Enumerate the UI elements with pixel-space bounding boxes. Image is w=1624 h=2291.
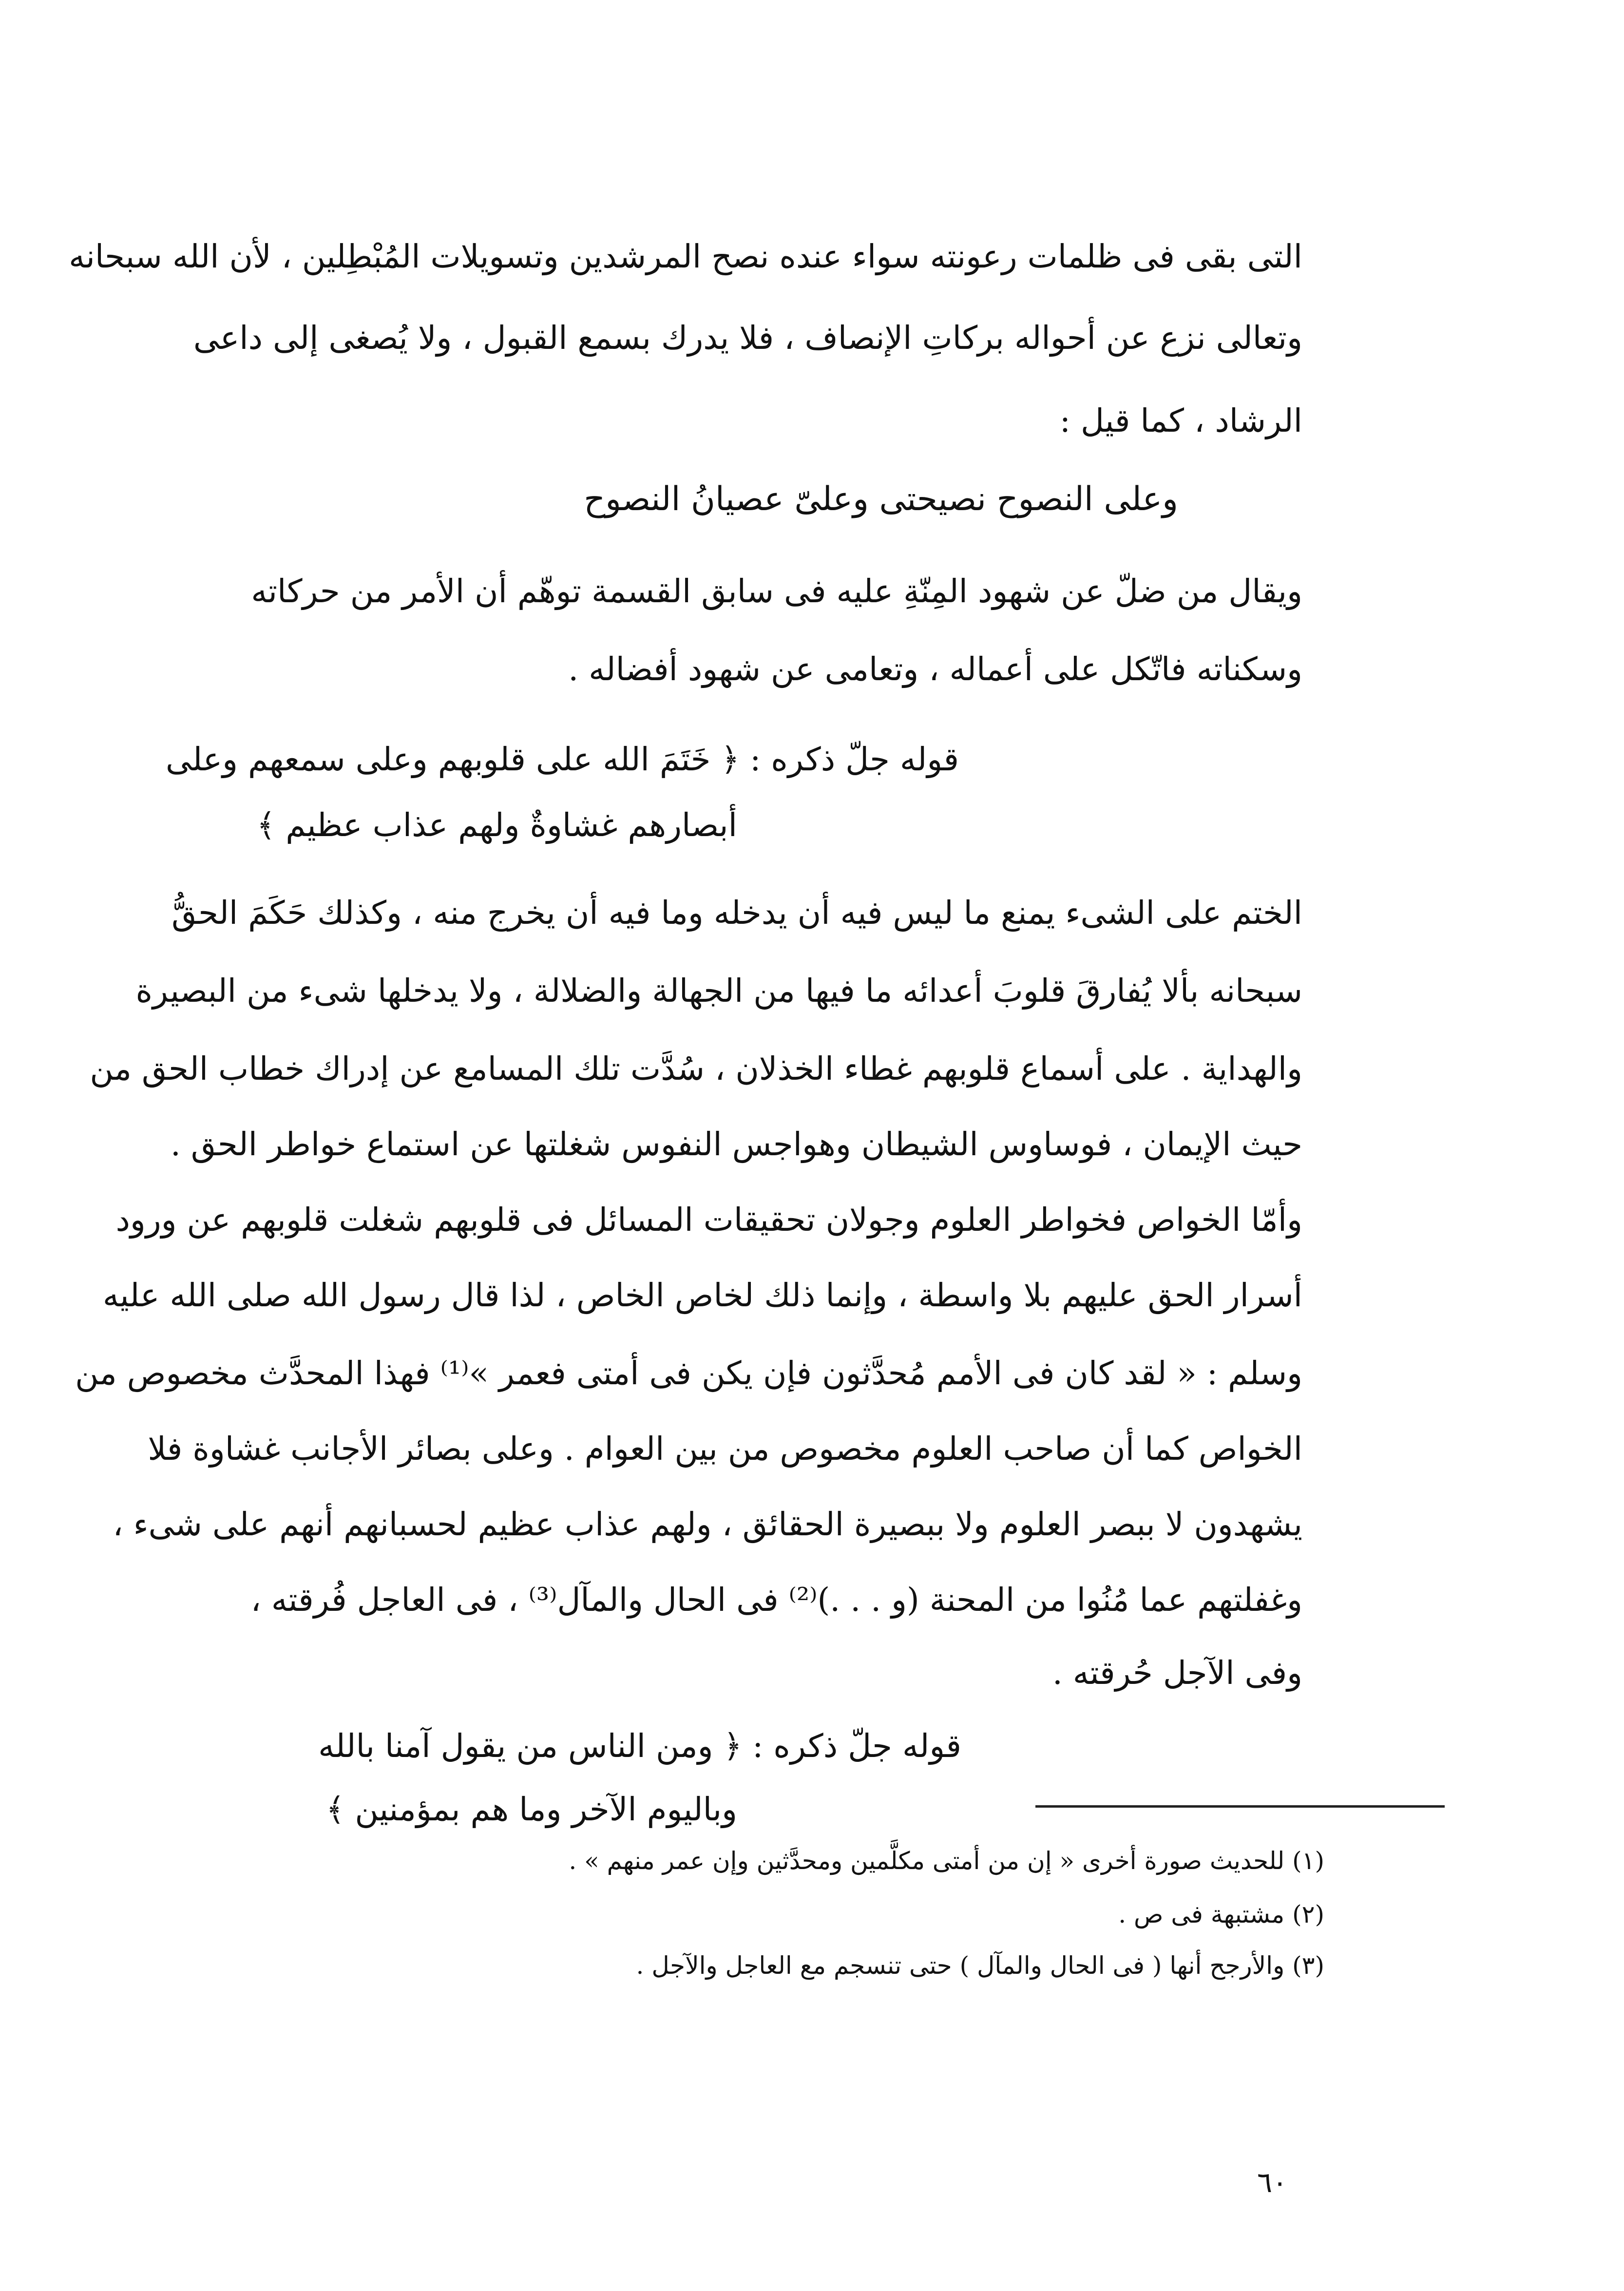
paragraph-3-line-7: وسلم : « لقد كان فى الأمم مُحدَّثون فإن يكن فى أمتى فعمر »⁽¹⁾ فهذا المحدَّث مخصوص من: [75, 1355, 1302, 1392]
paragraph-2-line-1: ويقال من ضلّ عن شهود المِنّةِ عليه فى سابق القسمة توهّم أن الأمر من حركاته: [251, 573, 1302, 610]
quran-quote-1-line-1: قوله جلّ ذكره : ﴿ خَتَمَ الله على قلوبهم وعلى سمعهم وعلى: [165, 741, 959, 778]
paragraph-3-line-6: أسرار الحق عليهم بلا واسطة ، وإنما ذلك لخاص الخاص ، لذا قال رسول الله صلى الله عليه: [102, 1277, 1302, 1314]
paragraph-3-line-4: حيث الإيمان ، فوساوس الشيطان وهواجس النفوس شغلتها عن استماع خواطر الحق .: [170, 1126, 1302, 1163]
verse-line: وعلى النصوح نصيحتى وعلىّ عصيانُ النصوح: [584, 480, 1178, 518]
quran-quote-2-line-1: قوله جلّ ذكره : ﴿ ومن الناس من يقول آمنا بالله: [318, 1727, 961, 1765]
paragraph-3-line-1: الختم على الشىء يمنع ما ليس فيه أن يدخله وما فيه أن يخرج منه ، وكذلك حَكَمَ الحقُّ: [172, 894, 1302, 932]
page-number: ٦٠: [1257, 2166, 1288, 2199]
footnote-3: (٣) والأرجح أنها ( فى الحال والمآل ) حتى تنسجم مع العاجل والآجل .: [636, 1951, 1324, 1980]
paragraph-2-line-2: وسكناته فاتّكل على أعماله ، وتعامى عن شهود أفضاله .: [568, 650, 1302, 688]
paragraph-3-line-5: وأمّا الخواص فخواطر العلوم وجولان تحقيقات المسائل فى قلوبهم شغلت قلوبهم عن ورود: [115, 1201, 1302, 1239]
paragraph-3-line-11: وفى الآجل حُرقته .: [1052, 1654, 1302, 1692]
footnote-separator: [1035, 1805, 1445, 1808]
paragraph-3-line-3: والهداية . على أسماع قلوبهم غطاء الخذلان ، سُدَّت تلك المسامع عن إدراك خطاب الحق من: [90, 1050, 1302, 1088]
footnote-2: (٢) مشتبهة فى ص .: [1118, 1900, 1324, 1928]
paragraph-1-line-2: وتعالى نزع عن أحواله بركاتِ الإنصاف ، فلا يدرك بسمع القبول ، ولا يُصغى إلى داعى: [193, 319, 1302, 357]
paragraph-3-line-10: وغفلتهم عما مُنُوا من المحنة (و . . .)⁽²⁾ فى الحال والمآل⁽³⁾ ، فى العاجل فُرقته ،: [250, 1581, 1302, 1619]
paragraph-3-line-8: الخواص كما أن صاحب العلوم مخصوص من بين العوام . وعلى بصائر الأجانب غشاوة فلا: [148, 1430, 1302, 1468]
paragraph-3-line-9: يشهدون لا ببصر العلوم ولا ببصيرة الحقائق ، ولهم عذاب عظيم لحسبانهم أنهم على شىء ،: [113, 1506, 1302, 1543]
paragraph-1-line-1: التى بقى فى ظلمات رعونته سواء عنده نصح المرشدين وتسويلات المُبْطِلين ، لأن الله سبحانه: [69, 238, 1302, 275]
footnote-1: (١) للحديث صورة أخرى « إن من أمتى مكلَّمين ومحدَّثين وإن عمر منهم » .: [569, 1847, 1324, 1875]
paragraph-3-line-2: سبحانه بألا يُفارقَ قلوبَ أعدائه ما فيها من الجهالة والضلالة ، ولا يدخلها شىء من البصيرة: [135, 972, 1302, 1010]
quran-quote-2-line-2: وباليوم الآخر وما هم بمؤمنين ﴾: [325, 1791, 737, 1828]
quran-quote-1-line-2: أبصارهم غشاوةٌ ولهم عذاب عظيم ﴾: [256, 806, 737, 844]
paragraph-1-line-3: الرشاد ، كما قيل :: [1059, 402, 1302, 439]
